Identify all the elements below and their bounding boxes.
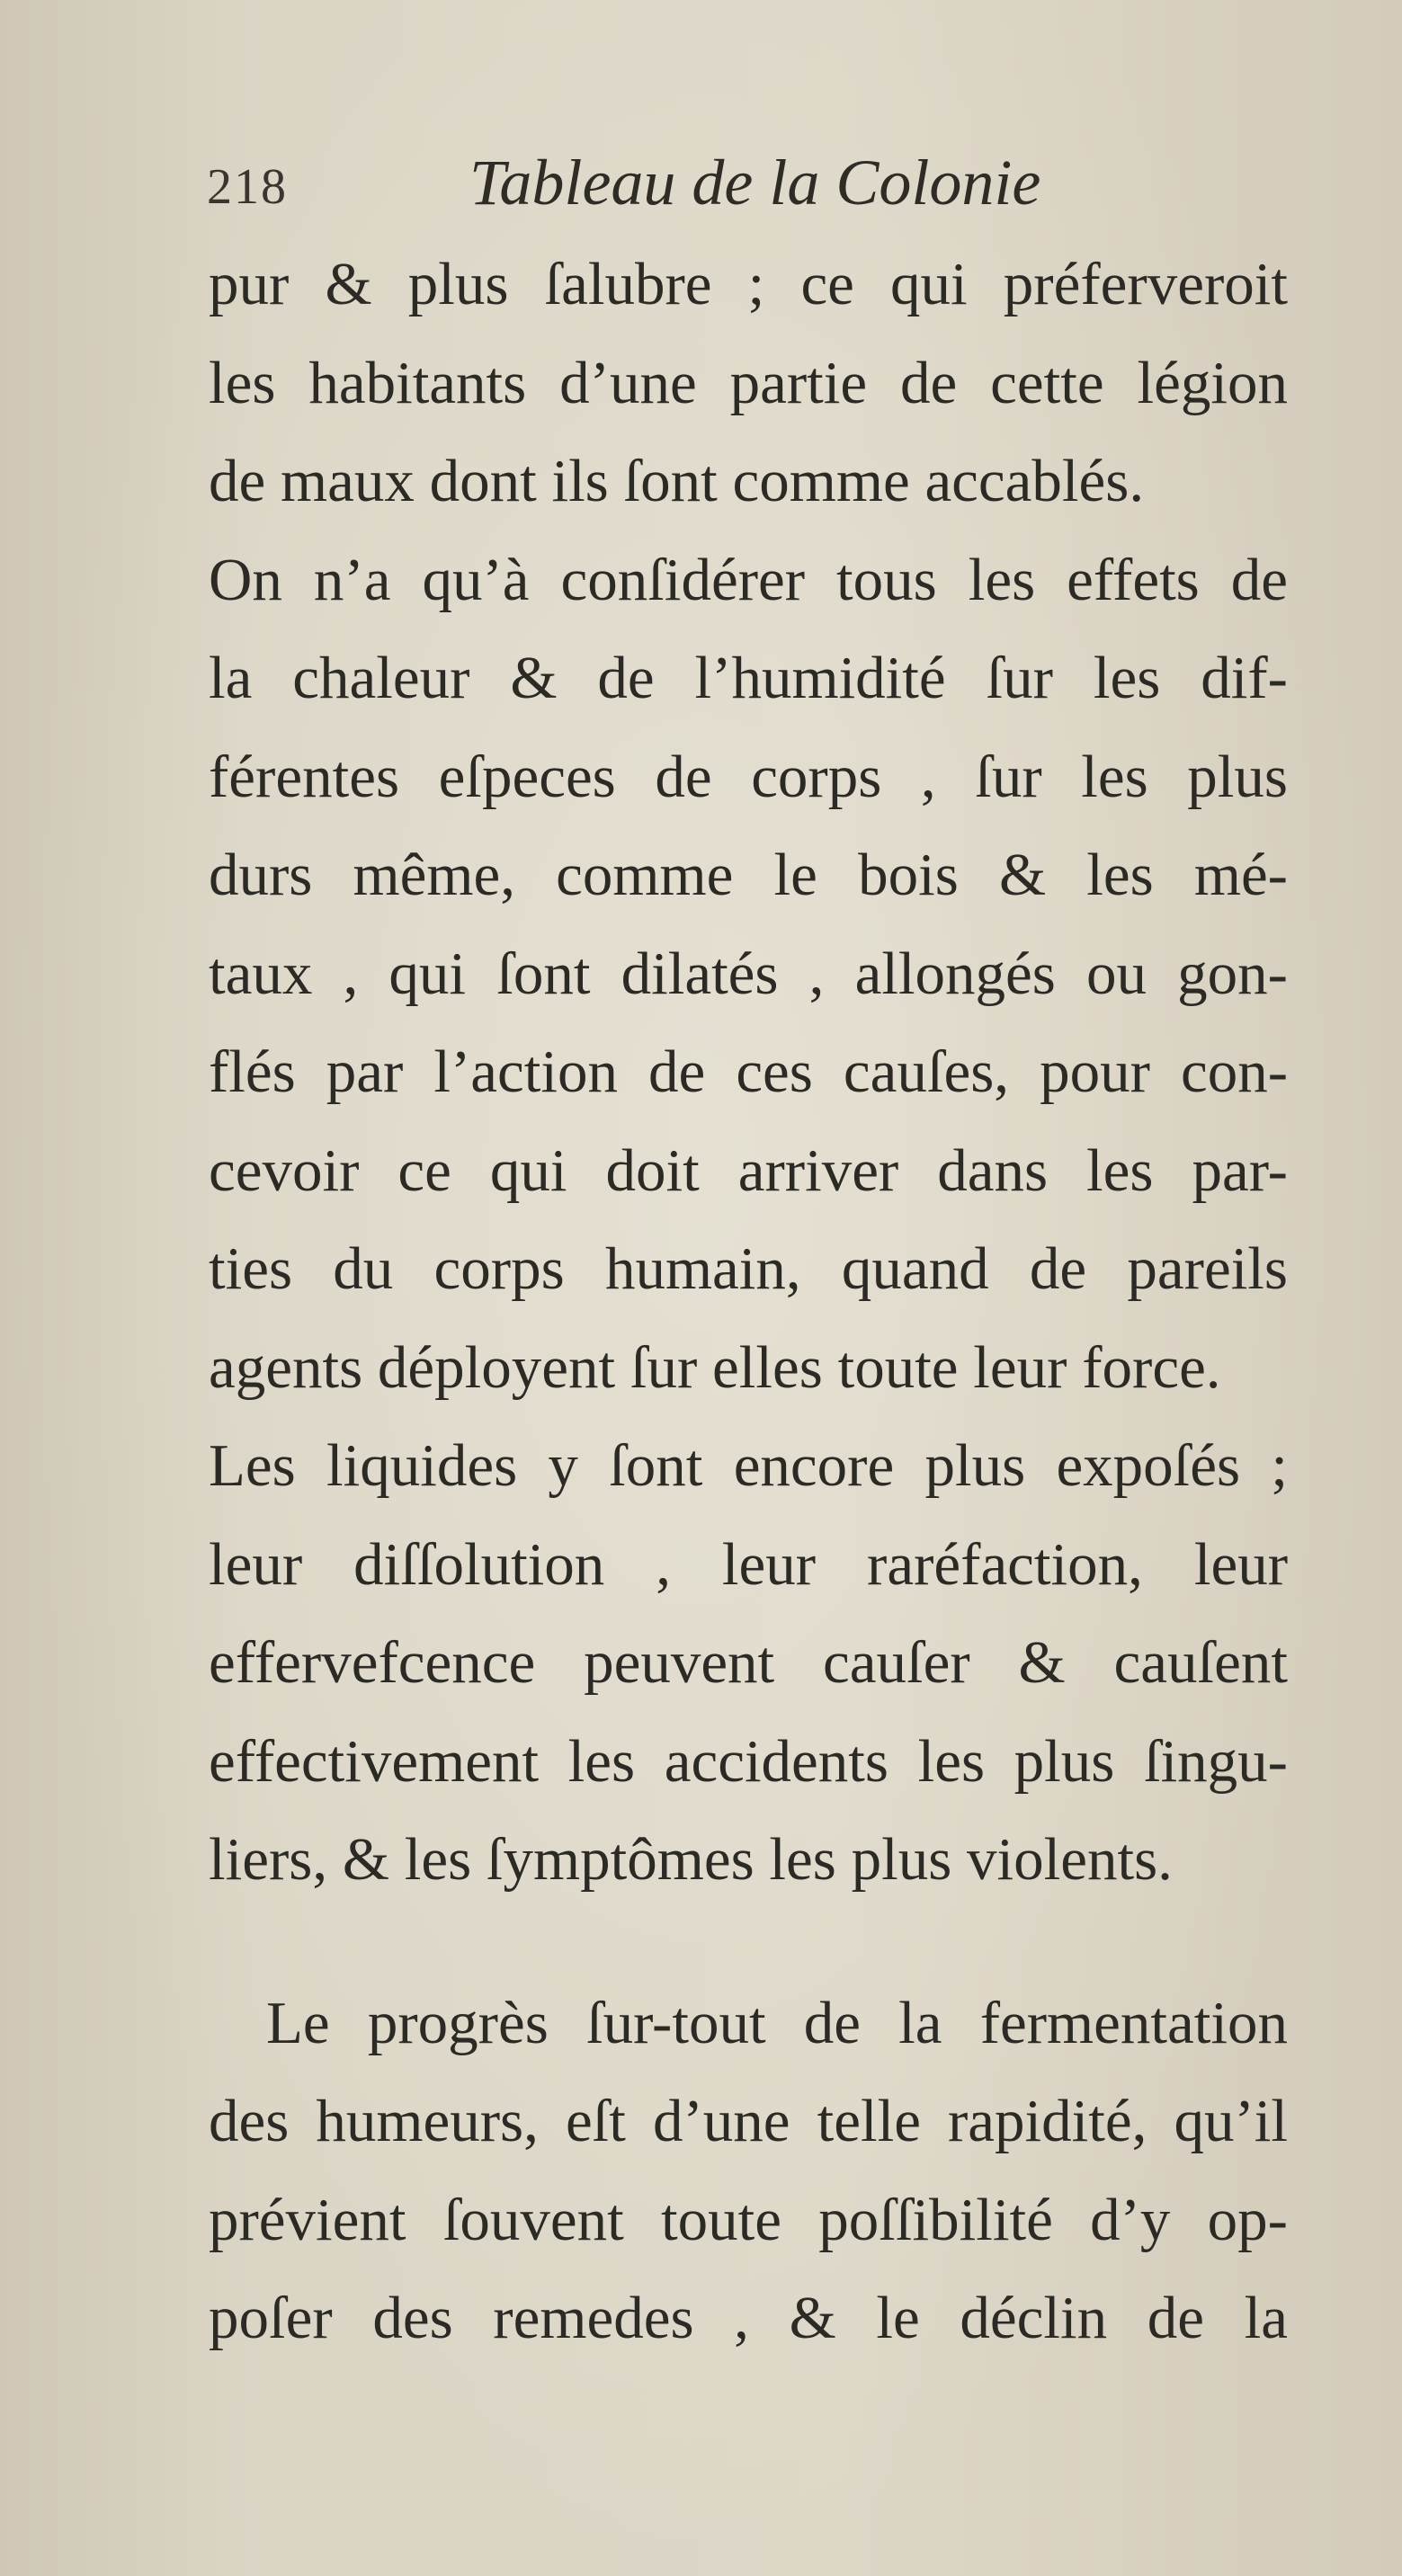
text-line: pur & plus ſalubre ; ce qui préferveroit [209, 251, 1288, 317]
paragraph-gap [209, 1910, 1288, 1974]
text-line: les habitants d’une partie de cette légion [209, 349, 1288, 416]
text-line: agents déployent ſur elles toute leur force. [209, 1333, 1221, 1401]
page-number: 218 [207, 159, 288, 215]
text-line: prévient ſouvent toute poſſibilité d’y op- [209, 2186, 1288, 2253]
page-header [207, 142, 1286, 223]
paragraph-1 [209, 236, 1288, 1910]
text-line: des humeurs, eſt d’une telle rapidité, qu’il [209, 2088, 1288, 2154]
text-line: cevoir ce qui doit arriver dans les par- [209, 1136, 1288, 1204]
text-line: la chaleur & de l’humidité ſur les dif- [209, 645, 1288, 711]
paragraph-2 [209, 1974, 1288, 2368]
text-line: Le progrès ſur-tout de la fermentation [266, 1989, 1288, 2056]
text-line: effervefcence peuvent cauſer & cauſent [209, 1629, 1288, 1696]
running-title: Tableau de la Colonie [469, 147, 1041, 218]
text-line: férentes eſpeces de corps , ſur les plus [209, 743, 1288, 810]
text-line: On n’a qu’à conſidérer tous les effets de [209, 546, 1288, 613]
text-line: liers, & les ſymptômes les plus violents. [209, 1826, 1173, 1893]
text-line: de maux dont ils ſont comme accablés. [209, 448, 1145, 514]
text-line: Les liquides y ſont encore plus expoſés ; [209, 1432, 1288, 1499]
text-line: leur diſſolution , leur raréfaction, leur [209, 1530, 1288, 1598]
body-text [209, 236, 1288, 2368]
text-line: durs même, comme le bois & les mé- [209, 842, 1288, 908]
text-line: poſer des remedes , & le déclin de la [209, 2285, 1288, 2351]
text-line: flés par l’action de ces cauſes, pour con- [209, 1038, 1288, 1105]
text-line: effectivement les accidents les plus ſingu- [209, 1727, 1288, 1795]
text-line: taux , qui ſont dilatés , allongés ou gon- [209, 940, 1288, 1007]
text-line: ties du corps humain, quand de pareils [209, 1235, 1288, 1302]
